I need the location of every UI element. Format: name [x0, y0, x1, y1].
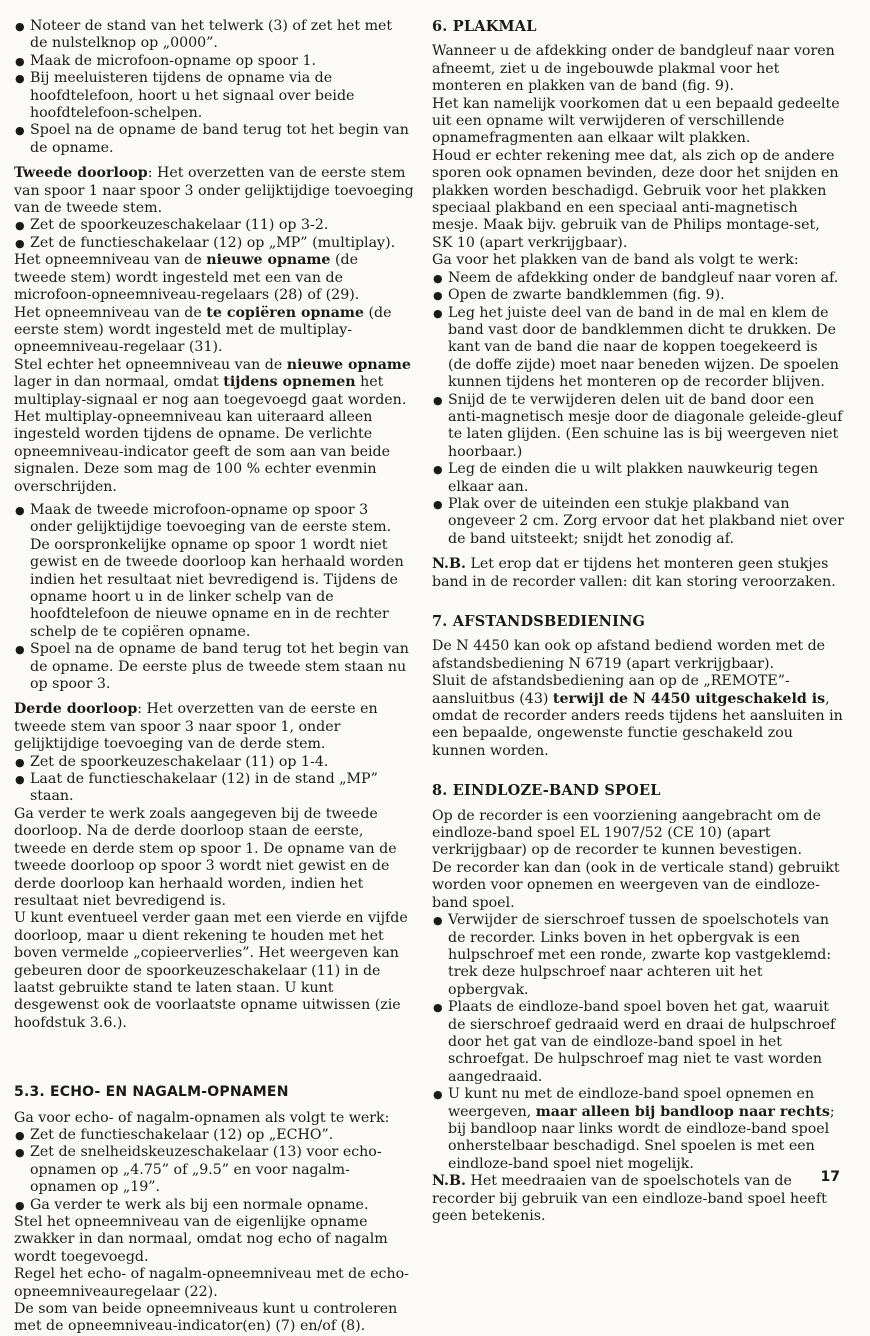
note: N.B. Het meedraaien van de spoelschotels van de recorder bij gebruik van een eindloze-band spoel heeft geen betekenis.: [432, 1173, 827, 1224]
list-item: ● Zet de functieschakelaar (12) op „MP” (multiplay).: [14, 235, 414, 252]
paragraph: Sluit de afstandsbediening aan op de „REMOTE”-aansluitbus (43) terwijl de N 4450 uitgeschakeld is, omdat de recorder anders reeds tijdens het aansluiten in een bepaalde, ongewenste functie geschakeld zou kunnen worden.: [432, 673, 843, 759]
note-label: N.B.: [432, 556, 466, 573]
left-column: [14, 18, 414, 1336]
section-echo: [14, 1084, 414, 1336]
section-afstandsbediening: [432, 613, 844, 760]
list-item: ● Spoel na de opname de band terug tot het begin van de opname.: [14, 122, 414, 157]
list-item: ● Plaats de eindloze-band spoel boven het gat, waaruit de sierschroef gedraaid werd en draai de hulpschroef door het gat van de eindloze-band spoel in het schroefgat. De hulpschroef mag niet te vast worden aangedraaid.: [432, 999, 844, 1086]
section-title: 6. PLAKMAL: [432, 18, 537, 35]
list-item: ● Maak de microfoon-opname op spoor 1.: [14, 53, 414, 70]
paragraph: Het kan namelijk voorkomen dat u een bepaald gedeelte uit een opname wilt verwijderen of verschillende opnamefragmenten aan elkaar wilt plakken.: [432, 95, 840, 147]
section-title: 7. AFSTANDSBEDIENING: [432, 613, 646, 630]
paragraph: De N 4450 kan ook op afstand bediend worden met de afstandsbediening N 6719 (apart verkrijgbaar).: [432, 638, 826, 672]
paragraph: Het opneemniveau van de nieuwe opname (de tweede stem) wordt ingesteld met een van de microfoon-opneemniveau-regelaars (28) of (29).: [14, 252, 360, 304]
list-item: ● Bij meeluisteren tijdens de opname via de hoofdtelefoon, hoort u het signaal over beide hoofdtelefoon-schelpen.: [14, 70, 414, 122]
paragraph: Ga voor het plakken van de band als volgt te werk:: [432, 252, 799, 269]
list-item: ● Snijd de te verwijderen delen uit de band door een anti-magnetisch mesje door de diagonale geleide-gleuf te laten glijden. (Een schuine las is bij weergeven niet hoorbaar.): [432, 392, 844, 462]
second-pass-label: Tweede doorloop: [14, 165, 148, 182]
page-number: 17: [820, 1169, 840, 1185]
list-item: ● Zet de spoorkeuzeschakelaar (11) op 3-2.: [14, 217, 414, 234]
paragraph: De recorder kan dan (ook in de verticale stand) gebruikt worden voor opnemen en weergeven van de eindloze-band spoel.: [432, 859, 840, 911]
paragraph: Stel echter het opneemniveau van de nieuwe opname lager in dan normaal, omdat tijdens opnemen het multiplay-signaal er nog aan toegevoegd gaat worden. Het multiplay-opneemniveau kan uiteraard alleen ingesteld worden tijdens de opname. De verlichte opneemniveau-indicator geeft de som aan van beide signalen. Deze som mag de 100 % echter evenmin overschrijden.: [14, 356, 411, 495]
paragraph: Regel het echo- of nagalm-opneemniveau met de echo-opneemniveauregelaar (22).: [14, 1266, 409, 1300]
list-item: ● Spoel na de opname de band terug tot het begin van de opname. De eerste plus de tweede stem staan nu op spoor 3.: [14, 641, 414, 693]
section-eindloze-band: [432, 782, 844, 1225]
list-item: ● Zet de functieschakelaar (12) op „ECHO”.: [14, 1127, 414, 1144]
paragraph: Ga voor echo- of nagalm-opnamen als volgt te werk:: [14, 1109, 390, 1126]
section-plakmal: [432, 18, 844, 591]
list-item: ● U kunt nu met de eindloze-band spoel opnemen en weergeven, maar alleen bij bandloop naar rechts; bij bandloop naar links wordt de eindloze-band spoel onherstelbaar beschadigd. Snel spoelen is met een eindloze-band spoel niet mogelijk.: [432, 1086, 844, 1173]
paragraph: Wanneer u de afdekking onder de bandgleuf naar voren afneemt, ziet u de ingebouwde plakmal voor het monteren en plakken van de band (fig. 9).: [432, 43, 835, 95]
list-item: ● Noteer de stand van het telwerk (3) of zet het met de nulstelknop op „0000”.: [14, 18, 414, 53]
right-column: [432, 18, 844, 1225]
second-pass-paragraph: Tweede doorloop: Het overzetten van de eerste stem van spoor 1 naar spoor 3 onder gelijktijdige toevoeging van de tweede stem.: [14, 165, 414, 217]
list-item: ● Zet de snelheidskeuzeschakelaar (13) voor echo-opnamen op „4.75” of „9.5” en voor nagalm-opnamen op „19”.: [14, 1144, 414, 1196]
list-item: ● Maak de tweede microfoon-opname op spoor 3 onder gelijktijdige toevoeging van de eerste stem. De oorspronkelijke opname op spoor 1 wordt niet gewist en de tweede doorloop kan herhaald worden indien het resultaat niet bevredigend is. Tijdens de opname hoort u in de linker schelp van de hoofdtelefoon de nieuwe opname en in de rechter schelp de te copiëren opname.: [14, 502, 414, 641]
list-item: ● Laat de functieschakelaar (12) in de stand „MP” staan.: [14, 771, 414, 806]
section-title: 5.3. ECHO- EN NAGALM-OPNAMEN: [14, 1084, 289, 1101]
list-item: ● Leg de einden die u wilt plakken nauwkeurig tegen elkaar aan.: [432, 461, 844, 496]
section-title: 8. EINDLOZE-BAND SPOEL: [432, 782, 661, 800]
note-label: N.B.: [432, 1173, 466, 1190]
note: N.B. Let erop dat er tijdens het monteren geen stukjes band in de recorder vallen: dit kan storing veroorzaken.: [432, 556, 836, 590]
list-item: ● Leg het juiste deel van de band in de mal en klem de band vast door de bandklemmen dicht te drukken. De kant van de band die naar de koppen toegekeerd is (de doffe zijde) moet naar beneden wijzen. De spoelen kunnen tijdens het monteren op de recorder blijven.: [432, 305, 844, 392]
paragraph: Stel het opneemniveau van de eigenlijke opname zwakker in dan normaal, omdat nog echo of nagalm wordt toegevoegd.: [14, 1214, 388, 1265]
third-pass-label: Derde doorloop: [14, 701, 138, 718]
paragraph: Op de recorder is een voorziening aangebracht om de eindloze-band spoel EL 1907/52 (CE 10) (apart verkrijgbaar) op de recorder te kunnen bevestigen.: [432, 807, 822, 859]
list-item: ● Neem de afdekking onder de bandgleuf naar voren af.: [432, 270, 844, 287]
paragraph: Ga verder te werk zoals aangegeven bij de tweede doorloop. Na de derde doorloop staan de eerste, tweede en derde stem op spoor 1. De opname van de tweede doorloop op spoor 3 wordt niet gewist en de derde doorloop kan herhaald worden, indien het resultaat niet bevredigend is.: [14, 805, 397, 909]
list-item: ● Ga verder te werk als bij een normale opname.: [14, 1197, 414, 1214]
paragraph: U kunt eventueel verder gaan met een vierde en vijfde doorloop, maar u dient rekening te houden met het boven vermelde „copieerverlies”. Het weergeven kan gebeuren door de spoorkeuzeschakelaar (11) in de laatst gebruikte stand te laten staan. U kunt desgewenst ook de voorlaatste opname uitwissen (zie hoofdstuk 3.6.).: [14, 910, 408, 1031]
list-item: ● Open de zwarte bandklemmen (fig. 9).: [432, 287, 844, 304]
list-item: ● Verwijder de sierschroef tussen de spoelschotels van de recorder. Links boven in het opbergvak is een hulpschroef met een ronde, zwarte kop vastgeklemd: trek deze hulpschroef naar achteren uit het opbergvak.: [432, 912, 844, 999]
list-item: ● Plak over de uiteinden een stukje plakband van ongeveer 2 cm. Zorg ervoor dat het plakband niet over de band uitsteekt; snijdt het zonodig af.: [432, 496, 844, 548]
list-item: ● Zet de spoorkeuzeschakelaar (11) op 1-4.: [14, 754, 414, 771]
paragraph: Houd er echter rekening mee dat, als zich op de andere sporen ook opnamen bevinden, deze door het snijden en plakken worden beschadigd. Gebruik voor het plakken speciaal plakband en een speciaal anti-magnetisch mesje. Maak bijv. gebruik van de Philips montage-set, SK 10 (apart verkrijgbaar).: [432, 147, 839, 251]
third-pass-paragraph: Derde doorloop: Het overzetten van de eerste en tweede stem van spoor 3 naar spoor 1, onder gelijktijdige toevoeging van de derde stem.: [14, 701, 378, 753]
paragraph: Het opneemniveau van de te copiëren opname (de eerste stem) wordt ingesteld met de multiplay-opneemniveau-regelaar (31).: [14, 304, 392, 356]
paragraph: De som van beide opneemniveaus kunt u controleren met de opneemniveau-indicator(en) (7) en/of (8).: [14, 1301, 398, 1335]
